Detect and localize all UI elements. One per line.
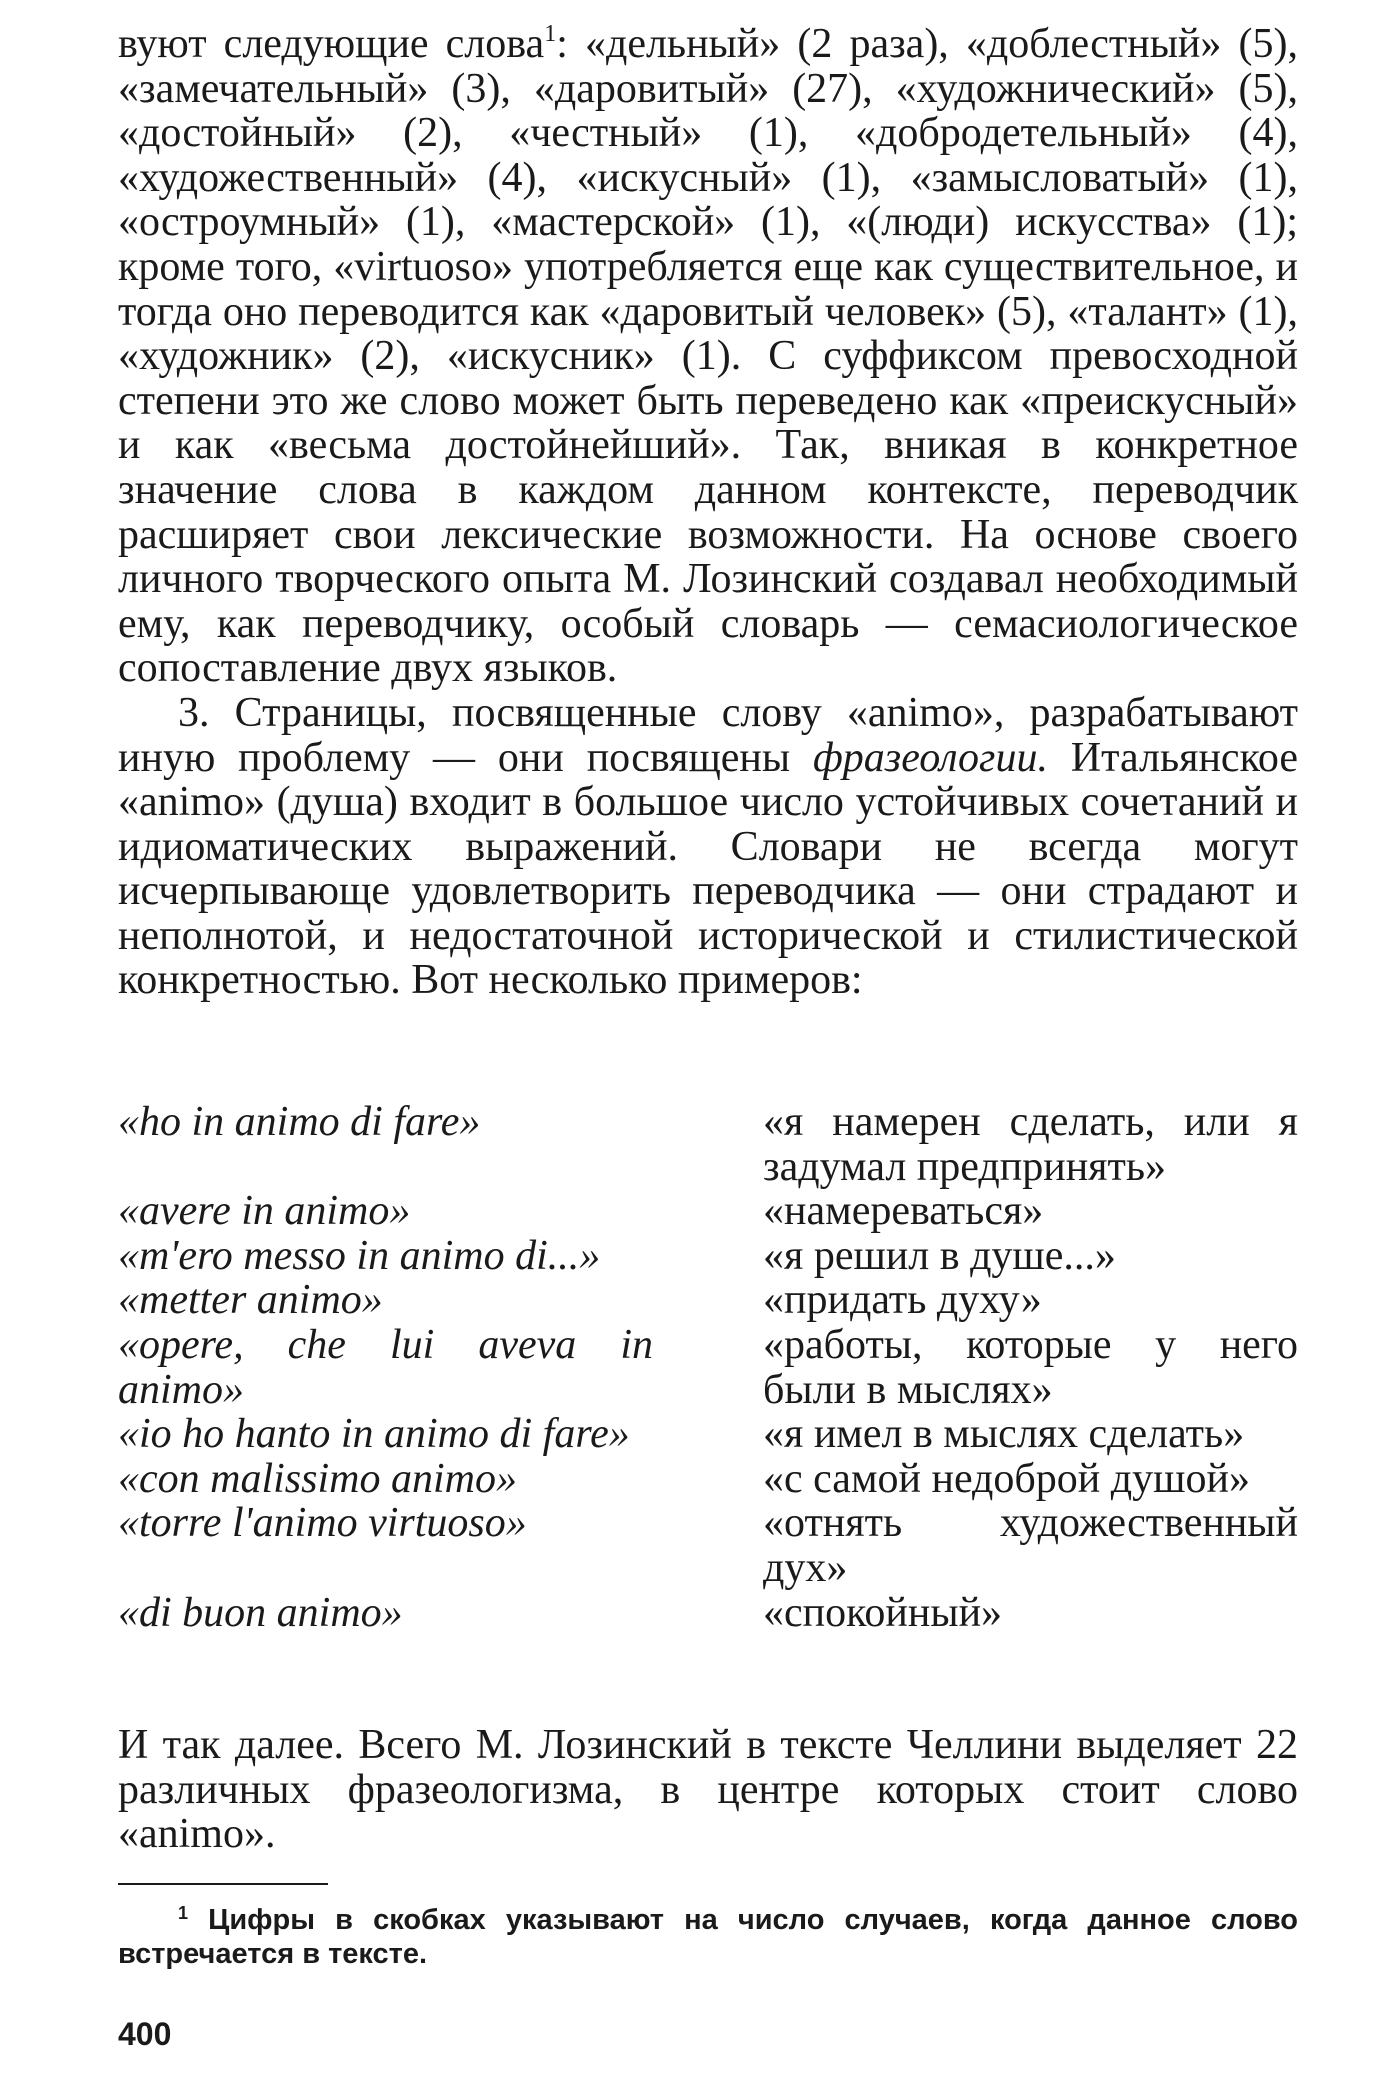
example-row	[118, 1501, 1298, 1590]
italian-phrase: «avere in animo»	[118, 1188, 411, 1235]
italian-phrase: «m'ero messo in animo di...»	[118, 1232, 601, 1279]
paragraph-1	[118, 22, 1298, 691]
italian-phrase: «metter animo»	[118, 1277, 383, 1324]
paragraph-2-emphasis: фразеологии.	[812, 734, 1048, 781]
example-row	[118, 1323, 1298, 1412]
italian-phrase: «di buon animo»	[118, 1589, 403, 1636]
russian-translation: «спокойный»	[763, 1589, 1003, 1636]
paragraph-1-rest: : «дельный» (2 раза), «доблестный» (5), «замечательный» (3), «даровитый» (27), «художнический» (5), «достойный» (2), «честный» (1), «добродетельный» (4), «художественный» (4), «искусный» (1), «замысловатый» (1), «остроумный» (1), «мастерской» (1), «(люди) искусства» (1); кроме того, «virtuoso» употребляется еще как существительное, и тогда оно переводится как «даровитый человек» (5), «талант» (1), «художник» (2), «искусник» (1). С суффиксом превосходной степени это же слово может быть переведено как «преискусный» и как «весьма достойнейший». Так, вникая в конкретное значение слова в каждом данном контексте, переводчик расширяет свои лексические возможности. На основе своего личного творческого опыта М. Лозинский создавал необходимый ему, как переводчику, особый словарь — семасиологическое сопоставление двух языков.	[118, 21, 1298, 692]
example-row	[118, 1234, 1298, 1279]
italian-phrase: «io ho hanto in animo di fare»	[118, 1411, 630, 1458]
paragraph-2-rest: Итальянское «animo» (душа) входит в большое число устойчивых сочетаний и идиоматических выражений. Словари не всегда могут исчерпывающе удовлетворить переводчика — они страдают и неполнотой, и недостаточной исторической и стилистической конкретностью. Вот несколько примеров:	[118, 734, 1298, 1004]
russian-translation: «придать духу»	[763, 1277, 1042, 1324]
russian-translation: «я имел в мыслях сделать»	[763, 1411, 1245, 1458]
example-row	[118, 1591, 1298, 1636]
example-row	[118, 1100, 1298, 1189]
italian-phrase: «opere, che lui aveva in animo»	[118, 1321, 653, 1413]
russian-translation: «намереваться»	[763, 1188, 1044, 1235]
footnote-mark: 1	[178, 1903, 189, 1923]
footnote-text: Цифры в скобках указывают на число случаев, когда данное слово встречается в тексте.	[118, 1904, 1298, 1970]
russian-translation: «я решил в душе...»	[763, 1232, 1116, 1279]
closing-paragraph: И так далее. Всего М. Лозинский в тексте Челлини выделяет 22 различных фразеологизма, в центре которых стоит слово «animo».	[118, 1722, 1298, 1858]
examples-table	[118, 1100, 1298, 1635]
body-text	[118, 22, 1298, 1003]
example-row	[118, 1457, 1298, 1502]
example-row	[118, 1412, 1298, 1457]
paragraph-2	[118, 691, 1298, 1003]
footnote	[118, 1903, 1298, 1971]
example-row	[118, 1278, 1298, 1323]
footnote-reference: 1	[544, 21, 557, 47]
example-row	[118, 1189, 1298, 1234]
page-number: 400	[118, 2016, 172, 2052]
paragraph-1-start: вуют следующие слова	[118, 21, 545, 67]
russian-translation: «я намерен сделать, или я задумал предпринять»	[763, 1099, 1298, 1190]
italian-phrase: «ho in animo di fare»	[118, 1099, 481, 1145]
russian-translation: «отнять художественный дух»	[763, 1500, 1298, 1591]
italian-phrase: «torre l'animo virtuoso»	[118, 1500, 527, 1547]
russian-translation: «работы, которые у него были в мыслях»	[763, 1321, 1298, 1413]
russian-translation: «с самой недоброй душой»	[763, 1455, 1250, 1502]
paragraph-2-start: 3. Страницы, посвященные слову «animo», разрабатывают иную проблему — они посвящены	[118, 689, 1298, 781]
italian-phrase: «con malissimo animo»	[118, 1455, 517, 1502]
footnote-divider	[118, 1883, 328, 1885]
